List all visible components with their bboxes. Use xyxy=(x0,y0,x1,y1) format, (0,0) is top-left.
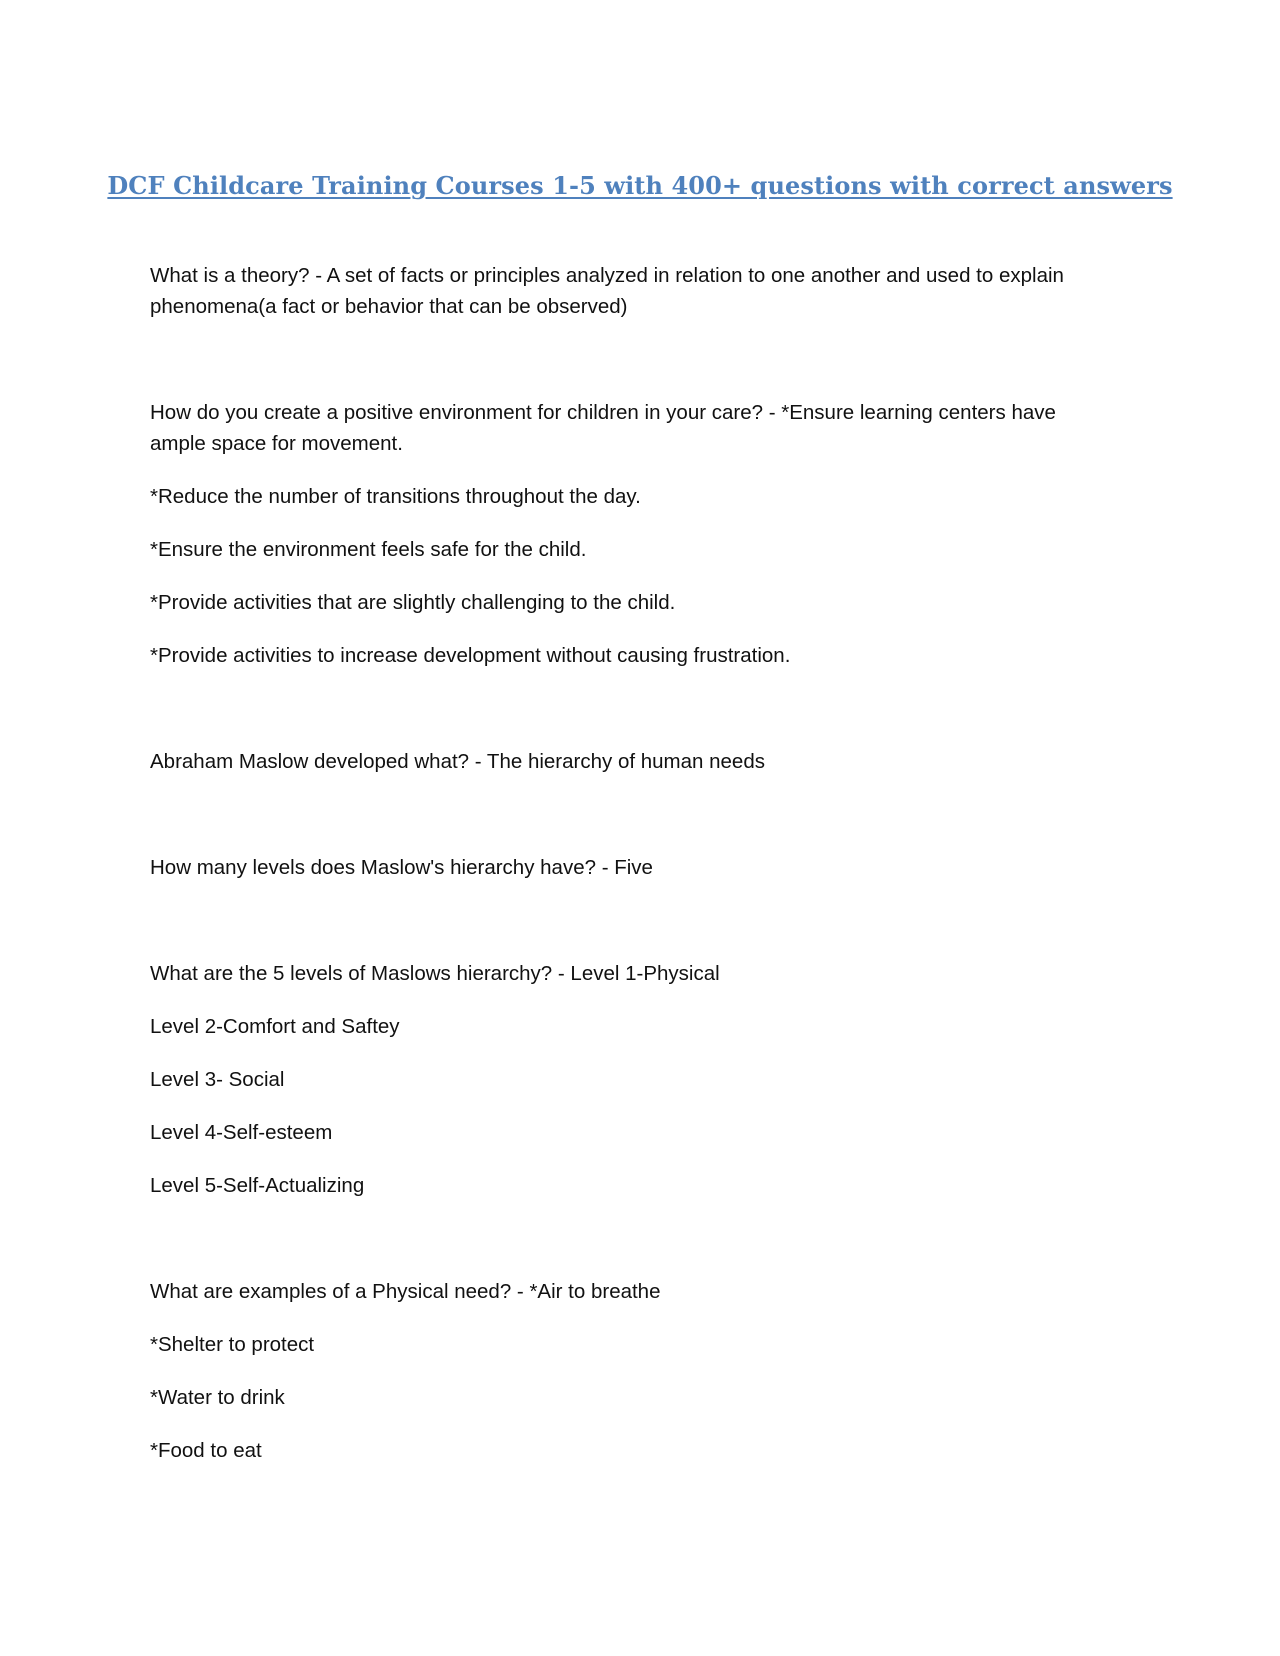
qa-line-shelter: *Shelter to protect xyxy=(150,1333,315,1356)
qa-line-level-3: Level 3- Social xyxy=(150,1068,285,1091)
document-title: DCF Childcare Training Courses 1-5 with 400+ questions with correct answers xyxy=(107,171,1173,200)
qa-line-development: *Provide activities to increase development without causing frustration. xyxy=(150,644,791,667)
qa-line-levels-q: What are the 5 levels of Maslows hierarchy? - Level 1-Physical xyxy=(150,962,720,985)
qa-line-level-2: Level 2-Comfort and Saftey xyxy=(150,1015,400,1038)
qa-line-water: *Water to drink xyxy=(150,1386,285,1409)
qa-line-environment-q: How do you create a positive environment for children in your care? - *Ensure learning centers have xyxy=(150,401,1056,424)
qa-line-physical-q: What are examples of a Physical need? - *Air to breathe xyxy=(150,1280,661,1303)
qa-line-challenging: *Provide activities that are slightly challenging to the child. xyxy=(150,591,676,614)
qa-line-level-4: Level 4-Self-esteem xyxy=(150,1121,333,1144)
qa-line-theory-a: phenomena(a fact or behavior that can be observed) xyxy=(150,295,628,318)
qa-line-food: *Food to eat xyxy=(150,1439,262,1462)
qa-line-transitions: *Reduce the number of transitions throughout the day. xyxy=(150,485,641,508)
qa-line-environment-a: ample space for movement. xyxy=(150,432,403,455)
qa-line-safe: *Ensure the environment feels safe for the child. xyxy=(150,538,587,561)
qa-line-levels-count: How many levels does Maslow's hierarchy have? - Five xyxy=(150,856,653,879)
qa-line-level-5: Level 5-Self-Actualizing xyxy=(150,1174,365,1197)
qa-line-maslow: Abraham Maslow developed what? - The hierarchy of human needs xyxy=(150,750,765,773)
qa-line-theory-q: What is a theory? - A set of facts or principles analyzed in relation to one another and used to explain xyxy=(150,264,1064,287)
